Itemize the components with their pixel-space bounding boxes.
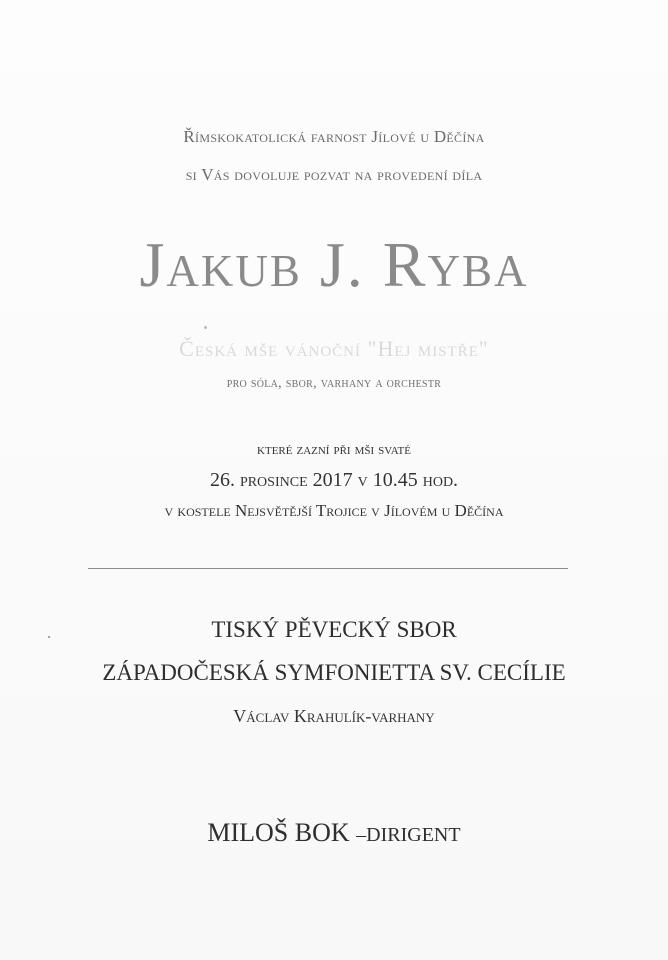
work-title: Česká mše vánoční "Hej mistře" bbox=[179, 336, 489, 361]
instrumentation: pro sóla, sbor, varhany a orchestr bbox=[226, 376, 442, 391]
event-venue: v kostele Nejsvětější Trojice v Jílovém u Děčína bbox=[164, 501, 504, 520]
organist: Václav Krahulík-varhany bbox=[233, 706, 435, 726]
parish-name: Římskokatolická farnost Jílové u Děčína bbox=[183, 127, 485, 146]
invitation-text: si Vás dovoluje pozvat na provedení díla bbox=[185, 165, 483, 184]
conductor bbox=[0, 818, 668, 848]
composer-name: Jakub J. Ryba bbox=[139, 229, 529, 300]
conductor-name: MILOŠ BOK bbox=[207, 818, 350, 847]
paper-speck bbox=[48, 636, 50, 638]
conductor-role: –DIRIGENT bbox=[356, 824, 461, 846]
event-intro: které zazní při mši svaté bbox=[257, 441, 411, 458]
event-date: 26. prosince 2017 v 10.45 hod. bbox=[209, 469, 459, 491]
paper-speck bbox=[204, 326, 207, 329]
divider bbox=[88, 568, 568, 569]
choir-name: TISKÝ PĚVECKÝ SBOR bbox=[211, 617, 457, 642]
orchestra-name: ZÁPADOČESKÁ SYMFONIETTA SV. CECÍLIE bbox=[102, 660, 566, 685]
